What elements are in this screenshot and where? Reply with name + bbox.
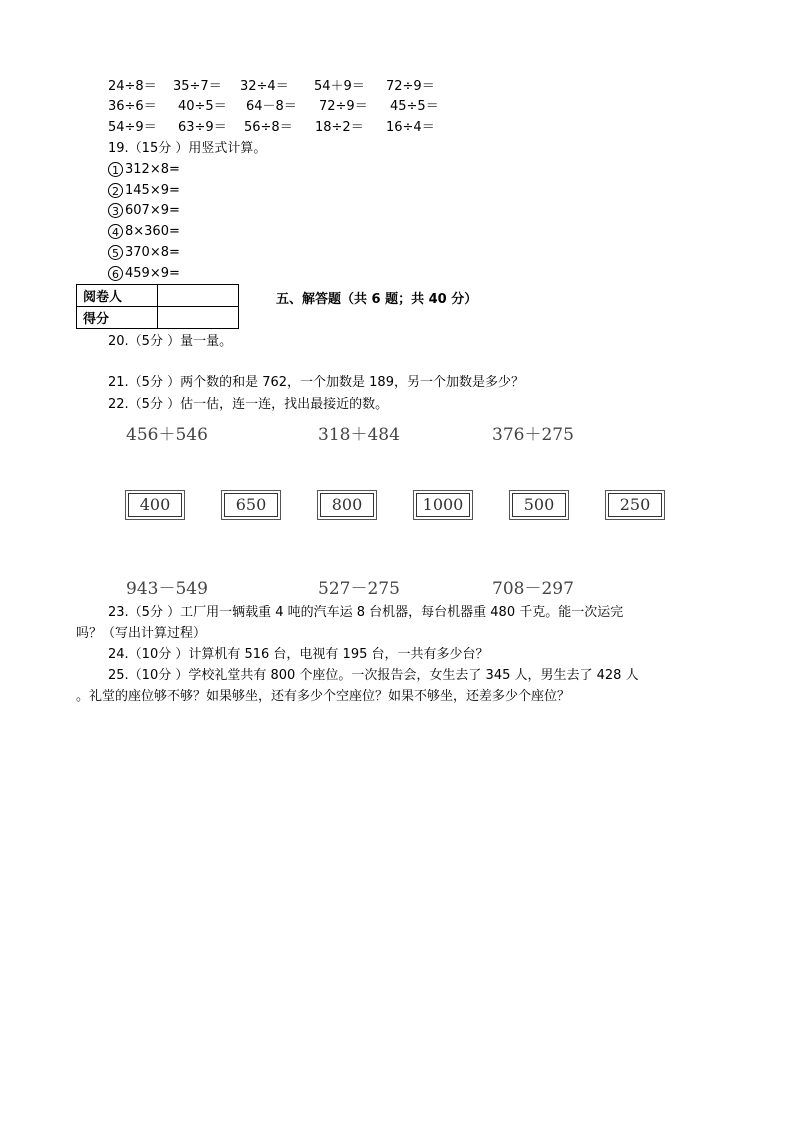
calc-item: 35÷7＝ (173, 79, 222, 94)
q19-item (108, 266, 180, 282)
q19-expr: 312×8= (125, 162, 180, 177)
calc-item: 32÷4＝ (240, 79, 289, 94)
q19-item (108, 224, 180, 240)
q19-title: 19.（15分 ）用竖式计算。 (108, 141, 267, 156)
estimate-box[interactable]: 500 (512, 493, 566, 517)
estimate-box[interactable]: 400 (128, 493, 182, 517)
score-label: 得分 (77, 307, 158, 329)
calc-item: 36÷6＝ (108, 99, 157, 114)
q19-expr: 370×8= (125, 245, 180, 260)
q19-item (108, 203, 180, 219)
circled-number-icon: 1 (108, 162, 123, 177)
estimate-box[interactable]: 250 (608, 493, 662, 517)
calc-item: 72÷9＝ (386, 79, 435, 94)
q19-expr: 459×9= (125, 266, 180, 281)
q19-expr: 8×360= (125, 224, 180, 239)
q19-expr: 145×9= (125, 183, 180, 198)
calc-item: 64－8＝ (246, 99, 297, 114)
estimate-box[interactable]: 800 (320, 493, 374, 517)
q19-item (108, 183, 180, 199)
q19-expr: 607×9= (125, 203, 180, 218)
calc-item: 45÷5＝ (390, 99, 439, 114)
q22: 22.（5分 ）估一估，连一连，找出最接近的数。 (108, 397, 389, 412)
estimate-box[interactable]: 650 (224, 493, 278, 517)
calc-item: 54＋9＝ (314, 79, 365, 94)
estimate-expr-bottom: 708－297 (492, 579, 574, 599)
circled-number-icon: 2 (108, 183, 123, 198)
circled-number-icon: 6 (108, 266, 123, 281)
reviewer-label: 阅卷人 (77, 285, 158, 307)
q21: 21.（5分 ）两个数的和是 762，一个加数是 189，另一个加数是多少？ (108, 375, 524, 390)
q19-item (108, 162, 180, 178)
q25: 25.（10分 ）学校礼堂共有 800 个座位。一次报告会，女生去了 345 人，男生去了 428 人 (108, 668, 639, 683)
calc-item: 72÷9＝ (319, 99, 368, 114)
q23-cont: 吗？（写出计算过程） (76, 626, 207, 641)
calc-item: 54÷9＝ (108, 120, 157, 135)
score-table (76, 284, 239, 329)
calc-item: 24÷8＝ (108, 79, 157, 94)
calc-item: 16÷4＝ (386, 120, 435, 135)
calc-item: 56÷8＝ (244, 120, 293, 135)
q24: 24.（10分 ）计算机有 516 台，电视有 195 台，一共有多少台？ (108, 647, 489, 662)
section-heading: 五、解答题（共 6 题；共 40 分） (276, 292, 478, 307)
estimate-expr-top: 318＋484 (318, 425, 400, 445)
calc-item: 18÷2＝ (315, 120, 364, 135)
q25-cont: 。礼堂的座位够不够？如果够坐，还有多少个空座位？如果不够坐，还差多少个座位？ (76, 689, 571, 704)
score-field[interactable] (158, 307, 239, 329)
circled-number-icon: 4 (108, 224, 123, 239)
q23: 23.（5分 ）工厂用一辆载重 4 吨的汽车运 8 台机器，每台机器重 480 千克。能一次运完 (108, 605, 624, 620)
q20: 20.（5分 ）量一量。 (108, 334, 233, 349)
estimate-box[interactable]: 1000 (416, 493, 470, 517)
reviewer-field[interactable] (158, 285, 239, 307)
circled-number-icon: 3 (108, 203, 123, 218)
circled-number-icon: 5 (108, 245, 123, 260)
estimate-expr-top: 456＋546 (126, 425, 208, 445)
calc-item: 63÷9＝ (178, 120, 227, 135)
estimate-expr-bottom: 527－275 (318, 579, 400, 599)
q19-item (108, 245, 180, 261)
estimate-expr-bottom: 943－549 (126, 579, 208, 599)
calc-item: 40÷5＝ (178, 99, 227, 114)
estimate-expr-top: 376＋275 (492, 425, 574, 445)
